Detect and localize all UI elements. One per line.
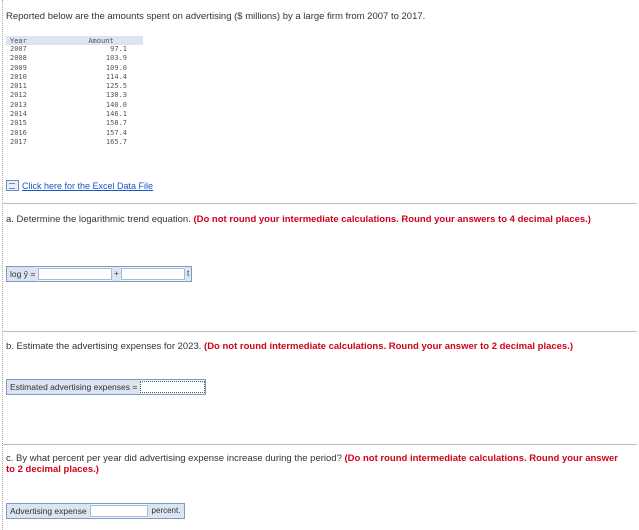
year-cell: 2008 [10,54,27,63]
year-cell: 2017 [10,137,27,146]
amount-cell: 130.3 [105,91,127,100]
advertising-expense-label: Advertising expense [7,504,90,518]
table-row [6,82,143,91]
amount-cell: 97.1 [110,45,127,53]
year-cell: 2013 [10,100,27,109]
year-cell: 2015 [10,119,27,128]
table-row [6,91,143,100]
amount-cell: 114.4 [105,72,127,81]
t-variable: t [185,267,191,281]
year-cell: 2007 [10,45,27,53]
excel-link-text[interactable]: Click here for the Excel Data File [22,180,154,191]
year-header: Year [6,36,59,45]
estimated-expenses-label: Estimated advertising expenses = [7,380,140,394]
question-c-text: c. By what percent per year did advertising expense increase during the period? [6,453,342,464]
amount-cell: 158.7 [105,119,127,128]
percent-unit-label: percent. [148,504,185,518]
table-row [6,110,143,119]
amount-cell: 140.0 [105,100,127,109]
amount-cell: 146.1 [105,110,127,119]
table-row [6,73,143,82]
answer-b-row [6,379,206,395]
year-cell: 2010 [10,72,27,81]
question-b-instruction: (Do not round intermediate calculations. Round your answer to 2 decimal places.) [204,341,574,352]
log-y-label: log ŷ = [7,267,38,281]
table-row [6,64,143,73]
question-a-text: a. Determine the logarithmic trend equation. [6,214,191,225]
answer-a-row [6,266,192,282]
amount-cell: 109.0 [105,63,127,72]
slope-input[interactable] [121,268,185,280]
table-row [6,129,143,138]
divider [3,203,637,204]
page-left-border [2,0,4,530]
year-cell: 2011 [10,82,27,91]
excel-data-link[interactable] [6,180,153,191]
plus-operator: + [112,267,121,281]
amount-cell: 103.9 [105,54,127,63]
question-b [6,341,626,352]
table-row [6,45,143,54]
percent-increase-input[interactable] [90,505,148,517]
estimated-expenses-input[interactable] [140,381,205,393]
year-cell: 2016 [10,128,27,137]
question-a [6,214,626,225]
question-b-text: b. Estimate the advertising expenses for 2023. [6,341,202,352]
divider [3,444,637,445]
amount-cell: 165.7 [105,137,127,146]
year-cell: 2014 [10,110,27,119]
amount-header: Amount [59,36,143,45]
table-row [6,119,143,128]
intro-text: Reported below are the amounts spent on advertising ($ millions) by a large firm from 2007 to 2017. [6,11,426,22]
question-c-instruction: (Do not round intermediate calculations. Round your answer to 2 decimal places.) [6,453,618,475]
answer-c-row [6,503,185,519]
table-header-row [6,36,143,45]
table-row [6,101,143,110]
amount-cell: 157.4 [105,128,127,137]
divider [3,331,637,332]
spreadsheet-icon [6,180,19,191]
amount-cell: 125.5 [105,82,127,91]
question-a-instruction: (Do not round your intermediate calculations. Round your answers to 4 decimal places.) [193,214,591,225]
question-c [6,453,626,475]
year-cell: 2012 [10,91,27,100]
table-row [6,138,143,147]
table-row [6,54,143,63]
year-cell: 2009 [10,63,27,72]
data-table [6,36,143,147]
intercept-input[interactable] [38,268,112,280]
